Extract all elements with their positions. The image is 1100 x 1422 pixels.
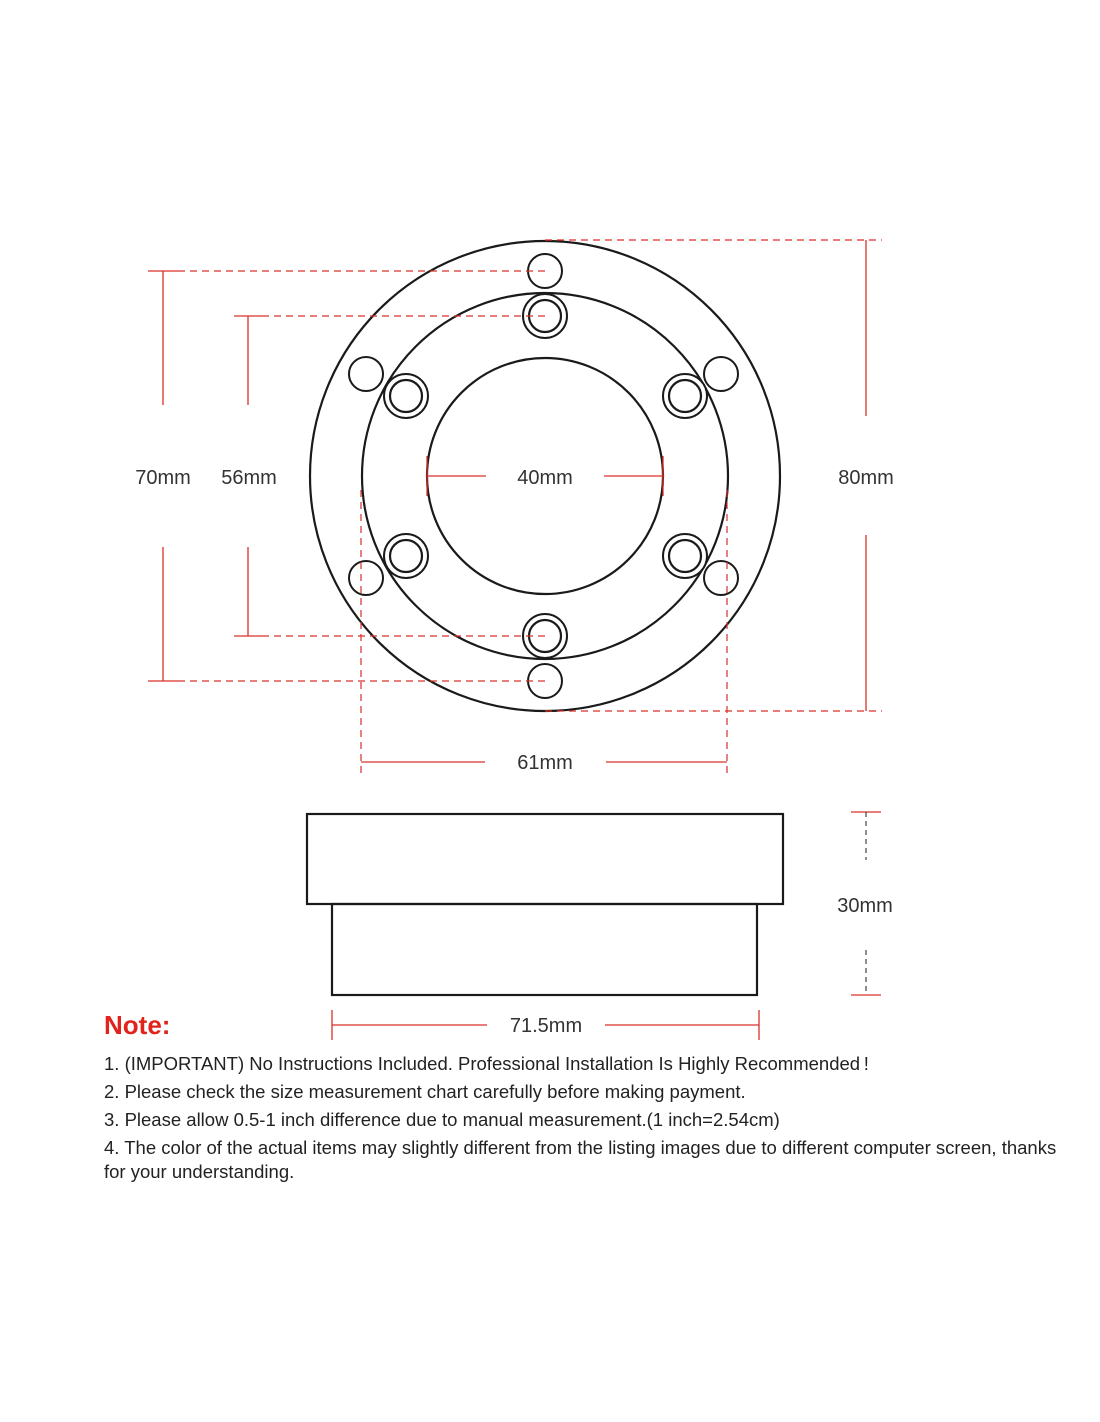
- boss-body: [332, 904, 757, 995]
- outer-bolt-hole: [349, 561, 383, 595]
- label-56mm: 56mm: [221, 467, 277, 489]
- outer-bolt-hole: [349, 357, 383, 391]
- notes-section: [104, 1010, 1064, 1188]
- label-40mm: 40mm: [517, 467, 573, 489]
- side-view: [307, 812, 893, 1040]
- label-70mm: 70mm: [135, 467, 191, 489]
- outer-bolt-hole: [704, 561, 738, 595]
- label-80mm: 80mm: [838, 467, 894, 489]
- label-71-5mm: 71.5mm: [509, 1015, 583, 1037]
- top-view: [135, 240, 894, 776]
- note-item: 1. (IMPORTANT) No Instructions Included. Professional Installation Is Highly Recommended !: [104, 1053, 869, 1074]
- label-30mm: 30mm: [837, 895, 893, 917]
- dimension-56mm: [234, 316, 545, 636]
- inner-bolt-hole: [663, 374, 707, 418]
- note-item: 2. Please check the size measurement chart carefully before making payment.: [104, 1081, 746, 1102]
- note-item: 3. Please allow 0.5-1 inch difference due to manual measurement.(1 inch=2.54cm): [104, 1109, 780, 1130]
- note-title: Note:: [104, 1010, 171, 1040]
- label-61mm: 61mm: [517, 752, 573, 774]
- flange-body: [307, 814, 783, 904]
- inner-bolt-hole: [384, 374, 428, 418]
- outer-bolt-hole: [704, 357, 738, 391]
- note-item: 4. The color of the actual items may slightly different from the listing images due to different computer screen, thanks for your understanding.: [104, 1137, 1057, 1182]
- inner-bolt-hole: [663, 534, 707, 578]
- inner-bolt-hole: [384, 534, 428, 578]
